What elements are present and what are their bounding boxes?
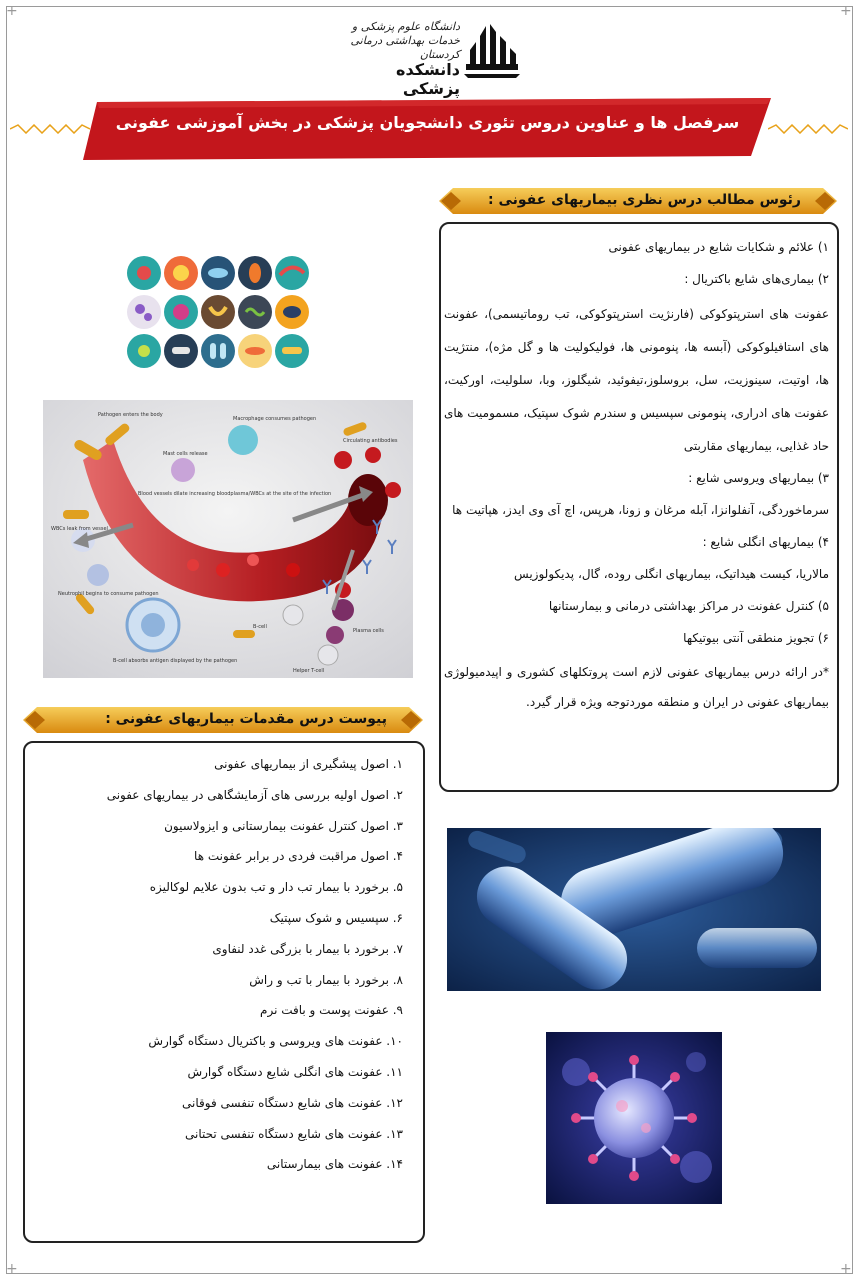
- diagram-label: Circulating antibodies: [343, 438, 398, 444]
- registration-mark: +: [6, 3, 18, 19]
- topic-heading: ۶) تجویز منطقی آنتی بیوتیکها: [683, 631, 829, 645]
- topic-detail: سرماخوردگی، آنفلوانزا، آبله مرغان و زونا، هرپس، اچ آی وی ایدز، هپاتیت ها: [452, 503, 829, 517]
- list-item: ۶. سپسیس و شوک سپتیک: [269, 910, 403, 925]
- topic-heading: ۳) بیماریهای ویروسی شایع :: [688, 471, 829, 485]
- list-item: ۷. برخورد با بیمار با بزرگی غدد لنفاوی: [212, 941, 403, 956]
- intro-course-box: [23, 741, 425, 1243]
- topic-heading: ۲) بیماری‌های شایع باکتریال :: [684, 272, 829, 286]
- topic-heading: ۵) کنترل عفونت در مراکز بهداشتی درمانی و بیمارستانها: [548, 599, 829, 613]
- banner-ornament-right: [768, 124, 848, 134]
- diagram-label: Helper T-cell: [293, 668, 325, 674]
- immune-response-diagram: [43, 400, 413, 678]
- diagram-label: B-cell: [253, 624, 267, 630]
- theory-topics-box: [439, 222, 839, 792]
- list-item: ۲. اصول اولیه بررسی های آزمایشگاهی در بیماریهای عفونی: [106, 787, 403, 802]
- faculty-name: دانشکده پزشکی: [396, 60, 460, 98]
- list-item: ۵. برخورد با بیمار تب دار و تب بدون علایم لوکالیزه: [149, 880, 403, 895]
- intro-course-title: پیوست درس مقدمات بیماریهای عفونی :: [105, 711, 387, 727]
- list-item: ۸. برخورد با بیمار با تب و راش: [249, 972, 403, 987]
- list-item: ۱۴. عفونت های بیمارستانی: [266, 1157, 403, 1172]
- intro-course-list: [33, 749, 403, 1180]
- list-item: ۴. اصول مراقبت فردی در برابر عفونت ها: [194, 849, 403, 864]
- list-item: ۱۳. عفونت های شایع دستگاه تنفسی تحتانی: [185, 1126, 403, 1141]
- diagram-label: Pathogen enters the body: [98, 412, 163, 418]
- university-logo-icon: [462, 20, 522, 80]
- list-item: ۳. اصول کنترل عفونت بیمارستانی و ایزولاسیون: [164, 818, 403, 833]
- diagram-label: B-cell absorbs antigen displayed by the pathogen: [113, 658, 238, 664]
- diagram-label: Plasma cells: [353, 628, 384, 634]
- theory-topics-header: [439, 186, 837, 216]
- virus-photo: [546, 1032, 722, 1204]
- diagram-label: Neutrophil begins to consume pathogen: [58, 591, 159, 597]
- intro-course-header: [23, 705, 423, 735]
- topic-note: *در ارائه درس بیماریهای عفونی لازم است پروتکلهای کشوری و اپیدمیولوژی بیماریهای عفونی در ایران و منطقه موردتوجه ویژه قرار گیرد.: [444, 665, 829, 709]
- list-item: ۹. عفونت پوست و بافت نرم: [260, 1003, 403, 1018]
- topic-heading: ۴) بیماریهای انگلی شایع :: [702, 535, 829, 549]
- microbe-icon: [127, 256, 309, 368]
- diagram-label: Blood vessels dilate increasing bloodplasma/WBCs at the site of the infection: [138, 491, 332, 497]
- university-name: دانشگاه علوم پزشکی و خدمات بهداشتی درمانی کردستان: [350, 20, 460, 61]
- diagram-label: WBCs leak from vessel: [51, 526, 108, 532]
- registration-mark: +: [840, 1261, 852, 1277]
- microbe-icons-grid: [126, 255, 311, 370]
- list-item: ۱۲. عفونت های شایع دستگاه تنفسی فوقانی: [182, 1095, 403, 1110]
- banner-ornament-left: [10, 124, 90, 134]
- theory-topics-content: [444, 228, 829, 717]
- topic-detail: عفونت های استرپتوکوکی (فارنژیت استرپتوکوکی، تب روماتیسمی)، عفونت های استافیلوکوکی (آبسه ها، پنومونی ها، فولیکولیت ها و گل مژه)، منتژیت ها، اوتیت، سینوزیت، سل، بروسلوز،تیفوئید، شیگلوز، وبا، سلولیت، اورکیت، عفونت های ادراری، پنومونی سپسیس و سندرم شوک سپتیک، مسمومیت های حاد غذایی، بیماریهای مقاربتی: [444, 307, 829, 453]
- topic-heading: ۱) علائم و شکایات شایع در بیماریهای عفونی: [608, 240, 829, 254]
- diagram-label: Mast cells release: [163, 451, 208, 457]
- diagram-label: Macrophage consumes pathogen: [233, 416, 317, 422]
- banner-title: سرفصل ها و عناوین دروس تئوری دانشجویان پزشکی در بخش آموزشی عفونی: [115, 113, 740, 132]
- registration-mark: +: [6, 1261, 18, 1277]
- registration-mark: +: [840, 3, 852, 19]
- list-item: ۱۱. عفونت های انگلی شایع دستگاه گوارش: [187, 1064, 403, 1079]
- list-item: ۱۰. عفونت های ویروسی و باکتریال دستگاه گوارش: [148, 1034, 403, 1049]
- theory-topics-title: رئوس مطالب درس نظری بیماریهای عفونی :: [488, 192, 801, 208]
- bacteria-photo: [447, 828, 821, 991]
- list-item: ۱. اصول پیشگیری از بیماریهای عفونی: [214, 757, 403, 771]
- topic-detail: مالاریا، کیست هیداتیک، بیماریهای انگلی روده، گال، پدیکولوزیس: [514, 567, 829, 581]
